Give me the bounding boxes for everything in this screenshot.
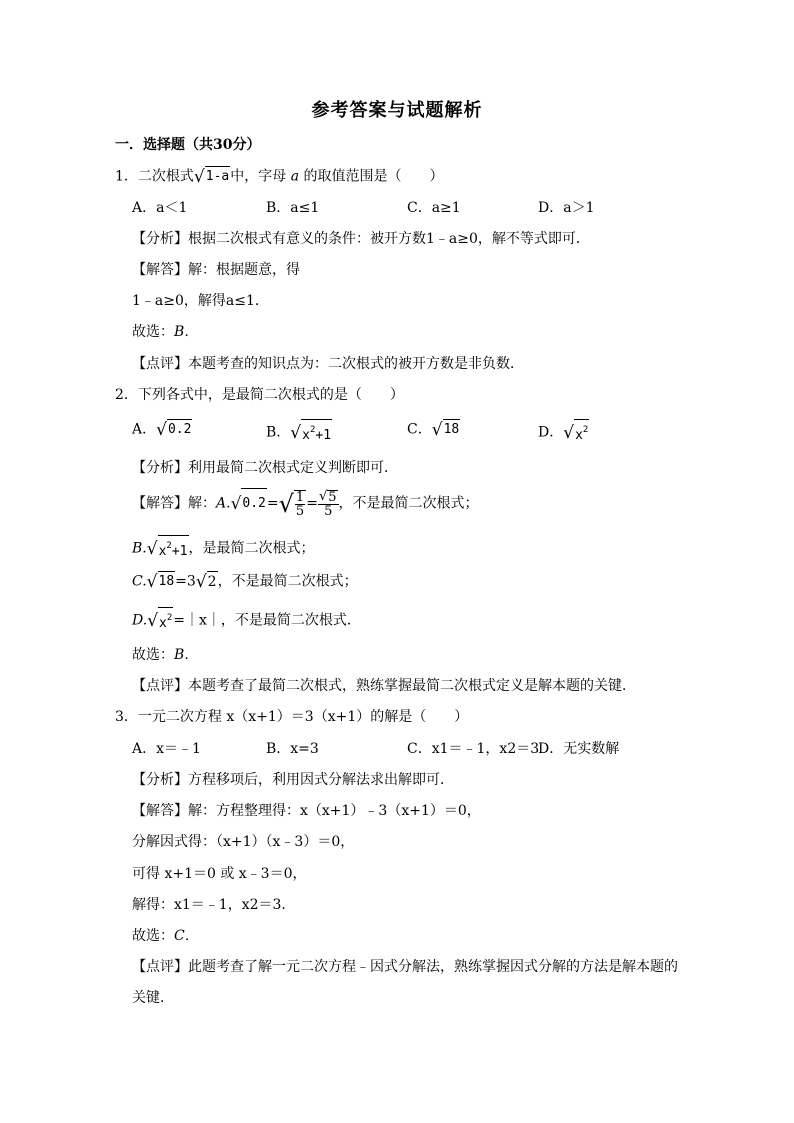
q2-choice: 故选：B． [132, 647, 199, 663]
q3-answer-line4: 解得：x1＝﹣1，x2＝3． [132, 897, 296, 913]
q3-answer-line2: 分解因式得：（x+1）（x﹣3）＝0， [132, 834, 355, 850]
q1-option-c: C．a≥1 [407, 200, 461, 216]
q3-option-b: B．x=3 [266, 741, 319, 757]
q2-answer-a: 【解答】解：A.√0.2=√ $\frac{1}{5}$ = $\frac{√5}{5}$ ，不是最简二次根式； [132, 489, 479, 519]
q3-option-a: A．x＝﹣1 [132, 741, 201, 757]
q3-stem: 3．一元二次方程 x（x+1）＝3（x+1）的解是（ ） [115, 709, 469, 725]
q1-number: 1． [115, 168, 138, 185]
q3-analysis: 【分析】方程移项后，利用因式分解法求出解即可． [132, 772, 454, 788]
q1-answer: 【解答】解：根据题意，得 [132, 262, 300, 278]
q2-option-b: B．$√x^2+1$ [266, 419, 332, 446]
q2-option-d: D．$√x^2$ [538, 419, 589, 446]
section-heading: 一．选择题（共30分） [115, 137, 261, 153]
q1-comment: 【点评】本题考查的知识点为：二次根式的被开方数是非负数． [132, 356, 524, 372]
q3-choice: 故选：C． [132, 928, 199, 944]
q2-stem: 2．下列各式中，是最简二次根式的是（ ） [115, 387, 404, 403]
q3-comment-line2: 关键． [132, 990, 174, 1006]
q2-option-a: A．√0.2 [132, 419, 192, 440]
q2-answer-c: C.√18=3√2，不是最简二次根式； [132, 571, 358, 592]
q2-answer-d: $D.√x^2=|x|$，不是最简二次根式． [132, 607, 361, 634]
q1-answer-line2: 1﹣a≥0，解得a≤1． [132, 293, 269, 309]
q2-analysis: 【分析】利用最简二次根式定义判断即可． [132, 460, 398, 476]
q1-analysis: 【分析】根据二次根式有意义的条件：被开方数1﹣a≥0，解不等式即可． [132, 231, 590, 247]
q3-comment: 【点评】此题考查了解一元二次方程﹣因式分解法，熟练掌握因式分解的方法是解本题的 [132, 959, 678, 975]
q3-answer-line3: 可得 x+1＝0 或 x﹣3＝0， [132, 866, 307, 882]
q3-option-d: D．无实数解 [538, 741, 620, 757]
q1-radical: √1-a [193, 166, 230, 187]
q2-answer-b: $B.√x^2+1$，是最简二次根式； [132, 535, 315, 562]
q3-number: 3． [115, 709, 138, 725]
q2-comment: 【点评】本题考查了最简二次根式，熟练掌握最简二次根式定义是解本题的关键． [132, 678, 636, 694]
q2-number: 2． [115, 387, 138, 403]
q3-answer: 【解答】解：方程整理得：x（x+1）﹣3（x+1）＝0， [132, 803, 481, 819]
q1-option-a: A．a＜1 [132, 200, 188, 216]
q3-option-c: C．x1＝﹣1，x2＝3 [407, 741, 540, 757]
q2-option-c: C．√18 [407, 419, 460, 440]
q1-option-b: B．a≤1 [266, 200, 320, 216]
page-title: 参考答案与试题解析 [311, 100, 483, 121]
q1-option-d: D．a＞1 [538, 200, 595, 216]
q1-stem: 1．二次根式√1-a中，字母 a 的取值范围是（ ） [115, 166, 444, 187]
q1-choice: 故选：B． [132, 324, 199, 340]
